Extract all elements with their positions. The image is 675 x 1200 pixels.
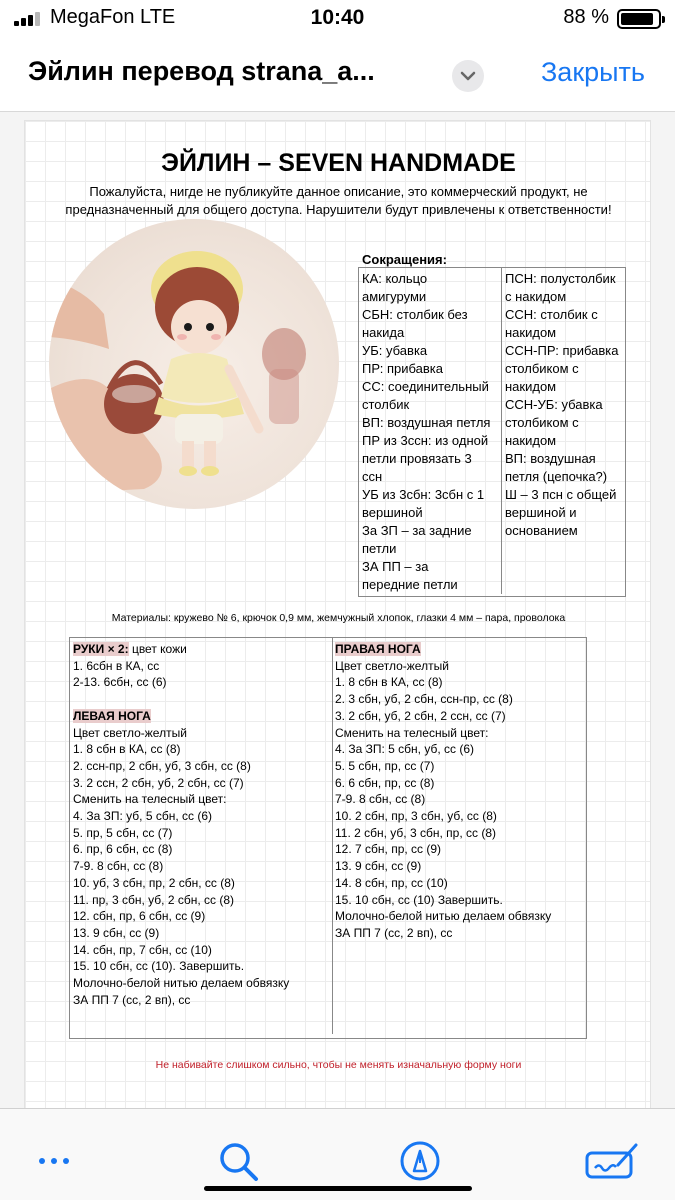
more-icon xyxy=(32,1139,76,1183)
home-indicator[interactable] xyxy=(204,1186,472,1191)
materials-line: Материалы: кружево № 6, крючок 0,9 мм, жемчужный хлопок, глазки 4 мм – пара, проволока xyxy=(111,612,566,624)
right-pattern-column: ПРАВАЯ НОГА Цвет светло-желтый 1. 8 сбн в КА, сс (8) 2. 3 сбн, уб, 2 сбн, ссн-пр, сс (8) 3. 2 сбн, уб, 2 сбн, 2 ссн, сс (7) Сменить на телесный цвет: 4. За ЗП: 5 сбн, уб, сс (6) 5. 5 сбн, пр, сс (7) 6. 6 сбн, пр, сс (8) 7-9. 8 сбн, сс (8) 10. 2 сбн, пр, 3 сбн, уб, сс (8) 11. 2 сбн, уб, 3 сбн, пр, сс (8) 12. 7 сбн, пр, сс (9) 13. 9 сбн, сс (9) 14. 8 сбн, пр, сс (10) 15. 10 сбн, сс (10) Завершить. Молочно-белой нитью делаем обвязку ЗА ПП 7 (сс, 2 вп), сс xyxy=(332,638,586,1034)
clock: 10:40 xyxy=(310,6,365,29)
pattern-table xyxy=(69,637,587,1039)
doll-photo xyxy=(49,219,339,509)
right-leg-heading: ПРАВАЯ НОГА xyxy=(335,642,421,656)
battery-percent: 88 % xyxy=(563,6,609,28)
arms-color: цвет кожи xyxy=(128,642,187,656)
title-menu-button[interactable] xyxy=(452,60,484,92)
copyright-warning: Пожалуйста, нигде не публикуйте данное описание, это коммерческий продукт, не предназначенный для общего доступа. Нарушители будут привлечены к ответственности! xyxy=(65,184,612,217)
close-button[interactable]: Закрыть xyxy=(541,57,645,87)
search-icon xyxy=(216,1139,260,1183)
pdf-page xyxy=(24,120,651,1108)
left-leg-heading: ЛЕВАЯ НОГА xyxy=(73,708,151,723)
status-bar xyxy=(0,0,675,40)
search-button[interactable] xyxy=(216,1139,260,1183)
pattern-title: ЭЙЛИН – SEVEN HANDMADE xyxy=(161,149,516,177)
document-title[interactable]: Эйлин перевод strana_a... xyxy=(28,56,375,86)
abbreviations-column-1: КА: кольцо амигуруми СБН: столбик без накида УБ: убавка ПР: прибавка СС: соединительный столбик ВП: воздушная петля ПР из 3сcн: из одной петли провязать 3 ссн УБ из 3сбн: 3сбн с 1 вершиной За ЗП – за задние петли ЗА ПП – за передние петли xyxy=(362,271,491,592)
chevron-down-icon xyxy=(460,70,476,82)
sign-icon xyxy=(584,1139,640,1183)
markup-button[interactable] xyxy=(398,1139,442,1183)
abbreviations-heading: Сокращения: xyxy=(362,252,447,267)
battery-icon xyxy=(617,9,661,29)
carrier-label: MegaFon LTE xyxy=(50,6,176,28)
more-button[interactable] xyxy=(32,1139,76,1183)
arms-heading: РУКИ × 2: xyxy=(73,642,129,656)
left-pattern-column: РУКИ × 2: цвет кожи 1. 6сбн в КА, сс 2-13. 6сбн, сс (6) ЛЕВАЯ НОГА Цвет светло-желтый 1. 8 сбн в КА, сс (8) 2. ссн-пр, 2 сбн, уб, 3 сбн, сс (8) 3. 2 ссн, 2 сбн, уб, 2 сбн, сс (7) Сменить на телесный цвет: 4. За ЗП: уб, 5 сбн, сс (6) 5. пр, 5 сбн, сс (7) 6. пр, 6 сбн, сс (8) 7-9. 8 сбн, сс (8) 10. уб, 3 сбн, пр, 2 сбн, сс (8) 11. пр, 3 сбн, уб, 2 сбн, сс (8) 12. сбн, пр, 6 сбн, сс (9) 13. 9 сбн, сс (9) 14. сбн, пр, 7 сбн, сс (10) 15. 10 сбн, сс (10). Завершить. Молочно-белой нитью делаем обвязку ЗА ПП 7 (сс, 2 вп), сс xyxy=(73,642,290,1007)
abbreviations-table xyxy=(358,267,626,597)
markup-icon xyxy=(398,1139,442,1183)
abbreviations-column-2: ПСН: полустолбик с накидом ССН: столбик с накидом ССН-ПР: прибавка столбиком с накидом ССН-УБ: убавка столбиком с накидом ВП: воздушная петля (цепочка?) Ш – 3 псн с общей вершиной и основанием xyxy=(501,268,625,594)
nav-bar xyxy=(0,40,675,112)
sign-button[interactable] xyxy=(584,1139,628,1183)
document-viewer[interactable] xyxy=(0,112,675,1108)
stuffing-note: Не набивайте слишком сильно, чтобы не менять изначальную форму ноги xyxy=(155,1059,522,1071)
